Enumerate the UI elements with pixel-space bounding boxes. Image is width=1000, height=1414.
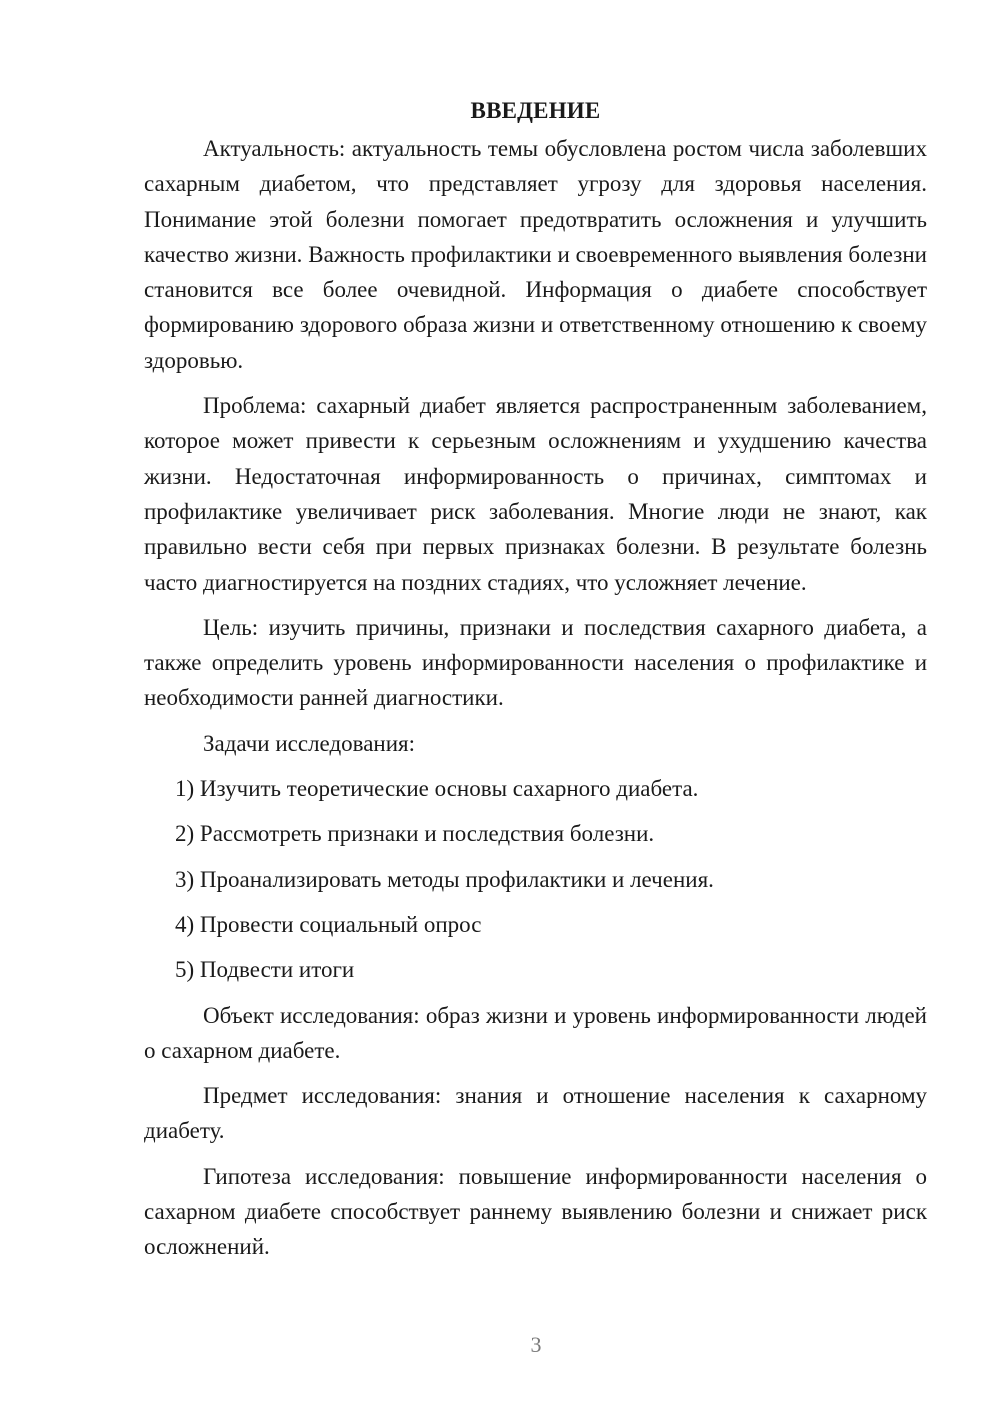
page-content <box>144 93 927 1275</box>
task-item-2: 2) Рассмотреть признаки и последствия болезни. <box>175 821 655 847</box>
task-item-5: 5) Подвести итоги <box>175 957 355 983</box>
paragraph-relevance: Актуальность: актуальность темы обусловлена ростом числа заболевших сахарным диабетом, что представляет угрозу для здоровья населения. Понимание этой болезни помогает предотвратить осложнения и улучшить качество жизни. Важность профилактики и своевременного выявления болезни становится все более очевидной. Информация о диабете способствует формированию здорового образа жизни и ответственному отношению к своему здоровью. <box>144 136 927 373</box>
task-list <box>144 771 927 987</box>
task-item-4: 4) Провести социальный опрос <box>175 911 482 937</box>
task-item-1: 1) Изучить теоретические основы сахарного диабета. <box>175 776 699 802</box>
paragraph-subject: Предмет исследования: знания и отношение населения к сахарному диабету. <box>144 1083 927 1144</box>
tasks-heading: Задачи исследования: <box>203 730 416 756</box>
task-item-3: 3) Проанализировать методы профилактики и лечения. <box>175 866 714 892</box>
paragraph-object: Объект исследования: образ жизни и уровень информированности людей о сахарном диабете. <box>144 1002 927 1063</box>
paragraph-hypothesis: Гипотеза исследования: повышение информированности населения о сахарном диабете способствует раннему выявлению болезни и снижает риск осложнений. <box>144 1163 927 1260</box>
paragraph-goal: Цель: изучить причины, признаки и последствия сахарного диабета, а также определить уровень информированности населения о профилактике и необходимости ранней диагностики. <box>144 614 927 711</box>
page-number: 3 <box>530 1332 542 1357</box>
paragraph-problem: Проблема: сахарный диабет является распространенным заболеванием, которое может привести к серьезным осложнениям и ухудшению качества жизни. Недостаточная информированность о причинах, симптомах и профилактике увеличивает риск заболевания. Многие люди не знают, как правильно вести себя при первых признаках болезни. В результате болезнь часто диагностируется на поздних стадиях, что усложняет лечение. <box>144 393 927 595</box>
section-title: ВВЕДЕНИЕ <box>470 98 601 123</box>
